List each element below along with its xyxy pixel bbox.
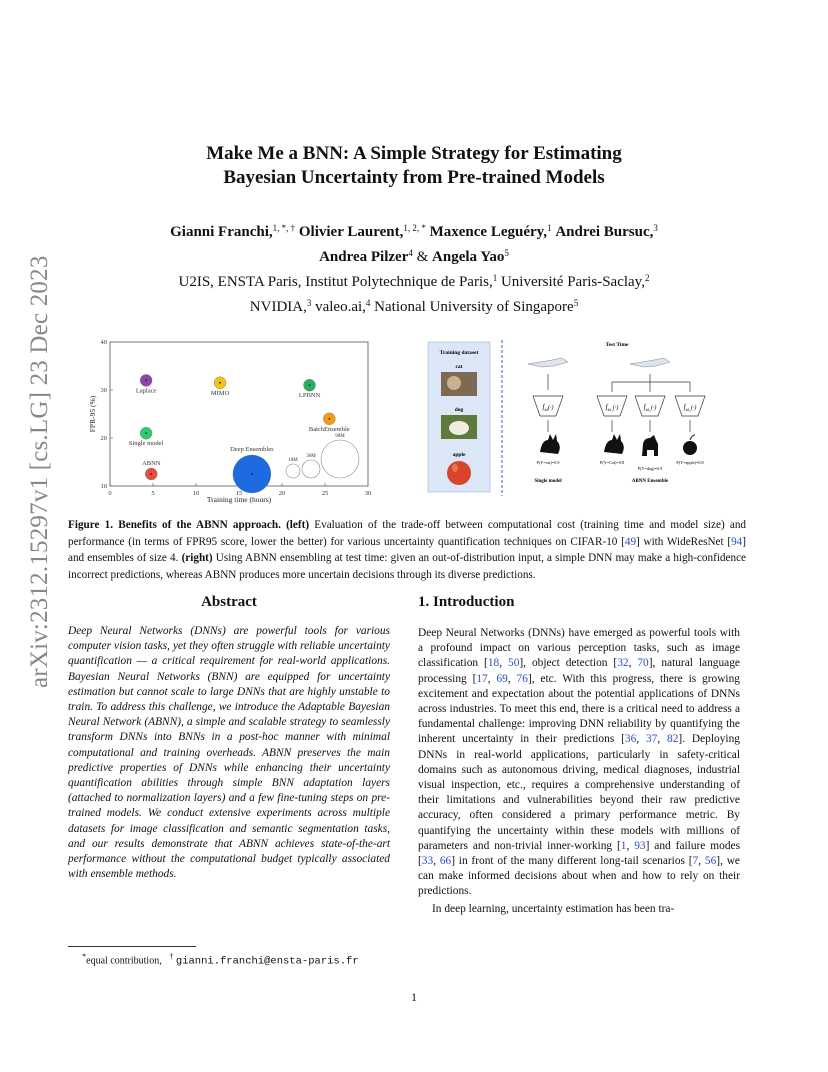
point-label: MIMO [210,389,230,397]
test-time-label: Test Time [605,342,629,348]
airplane-icon-ensemble [630,358,670,367]
size-legend-label: 10M [288,458,298,463]
chart-point-center [251,473,253,475]
intro-paragraph-2: In deep learning, uncertainty estimation has been tra- [432,902,675,915]
author-line-2: Andrea Pilzer$^4$ & Angela Yao$^5$ [319,248,509,265]
figure-1 [82,336,742,506]
abnn-schematic [428,340,705,496]
abnn-ensemble-label: ABNN Ensemble [631,479,669,484]
y-tick-label: 10 [100,483,107,490]
x-tick-label: 10 [192,490,200,497]
cat-shape [447,376,461,390]
apple-label: apple [452,452,466,458]
ensemble-prob-3: P(Y=apple)=0.8 [676,460,704,465]
arxiv-stamp: arXiv:2312.15297v1 [cs.LG] 23 Dec 2023 [26,255,53,688]
author-line-1: Gianni Franchi,$^{1, *, \dagger}$ Olivier Laurent,$^{1, 2, *}$ Maxence Leguéry,$^1$ Andrei Bursuc,$^3$ [170,223,658,240]
abstract-text: Deep Neural Networks (DNNs) are powerful tools for various computer vision tasks, yet they often struggle with reliable uncertainty quantification — a critical requirement for real-world applications. Bayesian Neural Networks (BNN) are equipped for uncertainty estimation but cannot scale to large DNNs that are highly unstable to train. To address this challenge, we introduce the Adaptable Bayesian Neural Network (ABNN), a simple and scalable strategy to seamlessly transform DNNs into BNNs in a post-hoc manner with minimal computational and training overheads. ABNN preserves the main predictive properties of DNNs while enhancing their uncertainty quantification abilities through simple BNN adaptation layers (attached to normalization layers) and a few fine-tuning steps on pre-trained models. We conduct extensive experiments across multiple datasets for image classification and semantic segmentation tasks, and our results demonstrate that ABNN achieves state-of-the-art performance without the computational budget typically associated with ensemble methods. [68,625,390,881]
page-number: 1 [411,990,417,1004]
apple-stem-icon [690,435,695,440]
chart-point-center [145,432,147,434]
chart-point-center [145,380,147,382]
ensemble-prob-1: P(Y=Cat)=0.8 [600,460,624,465]
cat-icon-ensemble [604,434,624,454]
apple-image [447,461,471,485]
apple-highlight [452,464,458,472]
title-line-1: Make Me a BNN: A Simple Strategy for Estimating [206,143,622,164]
point-label: LPBNN [298,392,321,400]
size-legend [286,434,359,478]
size-legend-circle [321,440,359,478]
y-tick-label: 20 [100,435,107,442]
footnote: *equal contribution, † gianni.franchi@ensta-paris.fr [82,952,359,968]
dog-icon [642,435,658,456]
footnote-rule [68,946,196,947]
point-label: BatchEnsemble [308,425,350,433]
y-tick-label: 40 [100,339,107,346]
apple-icon [683,441,697,455]
point-label: Laplace [135,387,157,395]
cat-icon [540,434,560,454]
size-legend-circle [286,464,300,478]
introduction-heading: 1. Introduction [418,594,515,610]
affiliation-line-1: U2IS, ENSTA Paris, Institut Polytechnique de Paris,$^1$ Université Paris-Saclay,$^2$ [178,273,650,290]
ensemble-function-2: $f_{\omega_2}(\cdot)$ [643,403,657,413]
x-tick-label: 25 [321,490,329,497]
chart-point-center [309,384,311,386]
y-ticks [101,339,114,490]
x-tick-label: 15 [235,490,243,497]
paper-title [0,142,828,190]
ensemble-function-1: $f_{\omega_1}(\cdot)$ [605,403,619,413]
chart-point-center [219,382,221,384]
chart-point-center [150,473,152,475]
figure-caption: Figure 1. Benefits of the ABNN approach. (left) Evaluation of the trade-off between computational cost (training time and model size) and performance (in terms of FPR95 score, lower the better) for various uncertainty quantification techniques on CIFAR-10 [49] with WideResNet [94] and ensembles of size 4. (right) Using ABNN ensembling at test time: given an out-of-distribution input, a simple DNN may make a high-confidence incorrect predictions, whereas ABNN produces more uncertain decisions through its diverse predictions. [68,519,747,581]
chart-point-center [328,418,330,420]
dog-label: dog [454,407,464,413]
airplane-icon [528,358,568,367]
y-tick-label: 30 [100,387,107,394]
single-model-label: Single model [534,479,562,484]
intro-paragraph-1: Deep Neural Networks (DNNs) have emerged as powerful tools with a profound impact on various perception tasks, such as image classification [18, 50], object detection [32, 70], natural language processing [17, 69, 76], etc. With this progress, there is growing excitement and expectation about the potential applications of DNNs across industries. To meet this end, there is a critical need to address a fundamental challenge: improving DNN reliability by quantifying the inherent uncertainty in their predictions [36, 37, 82]. Deploying DNNs in real-world applications, particularly in safety-critical domains such as autonomous driving, medical diagnoses, industrial visual inspection, etc., requires a comprehensive understanding of their limitations and vulnerabilities beyond their raw predictive accuracy, often considered a primary performance metric. By quantifying the uncertainty within these models with millions of parameters and non-trivial inner-working [1, 93] and failure modes [33, 66] in front of the many different long-tail scenarios [7, 56], we can make informed decisions about when and how to rely on their predictions. [418,627,740,898]
scatter-chart [88,339,371,504]
abstract-heading: Abstract [201,594,257,610]
single-prob-label: P(Y=cat)=0.9 [536,460,560,465]
single-function-label: $f_\omega(\cdot)$ [542,403,554,413]
x-tick-label: 0 [108,490,112,497]
size-legend-label: 90M [335,434,345,439]
y-axis-label: FPR-95 (%) [88,395,97,433]
point-label: Single model [128,440,164,448]
dog-shape [449,421,469,435]
introduction-text [418,626,740,917]
point-label: Deep Ensembles [230,446,274,453]
ensemble-function-3: $f_{\omega_3}(\cdot)$ [683,403,697,413]
size-legend-circle [302,460,320,478]
point-label: ABNN [142,460,161,467]
title-line-2: Bayesian Uncertainty from Pre-trained Models [223,167,605,188]
x-tick-label: 30 [364,490,372,497]
x-axis-label: Training time (hours) [206,495,272,504]
author-block [0,218,828,318]
x-tick-label: 5 [151,490,155,497]
size-legend-label: 36M [306,454,316,459]
affiliation-line-2: NVIDIA,$^3$ valeo.ai,$^4$ National University of Singapore$^5$ [249,298,579,315]
ensemble-prob-2: P(Y=dog)=0.9 [637,466,663,471]
cat-label: cat [455,364,463,370]
x-tick-label: 20 [278,490,286,497]
training-dataset-label: Training dataset [439,350,479,356]
